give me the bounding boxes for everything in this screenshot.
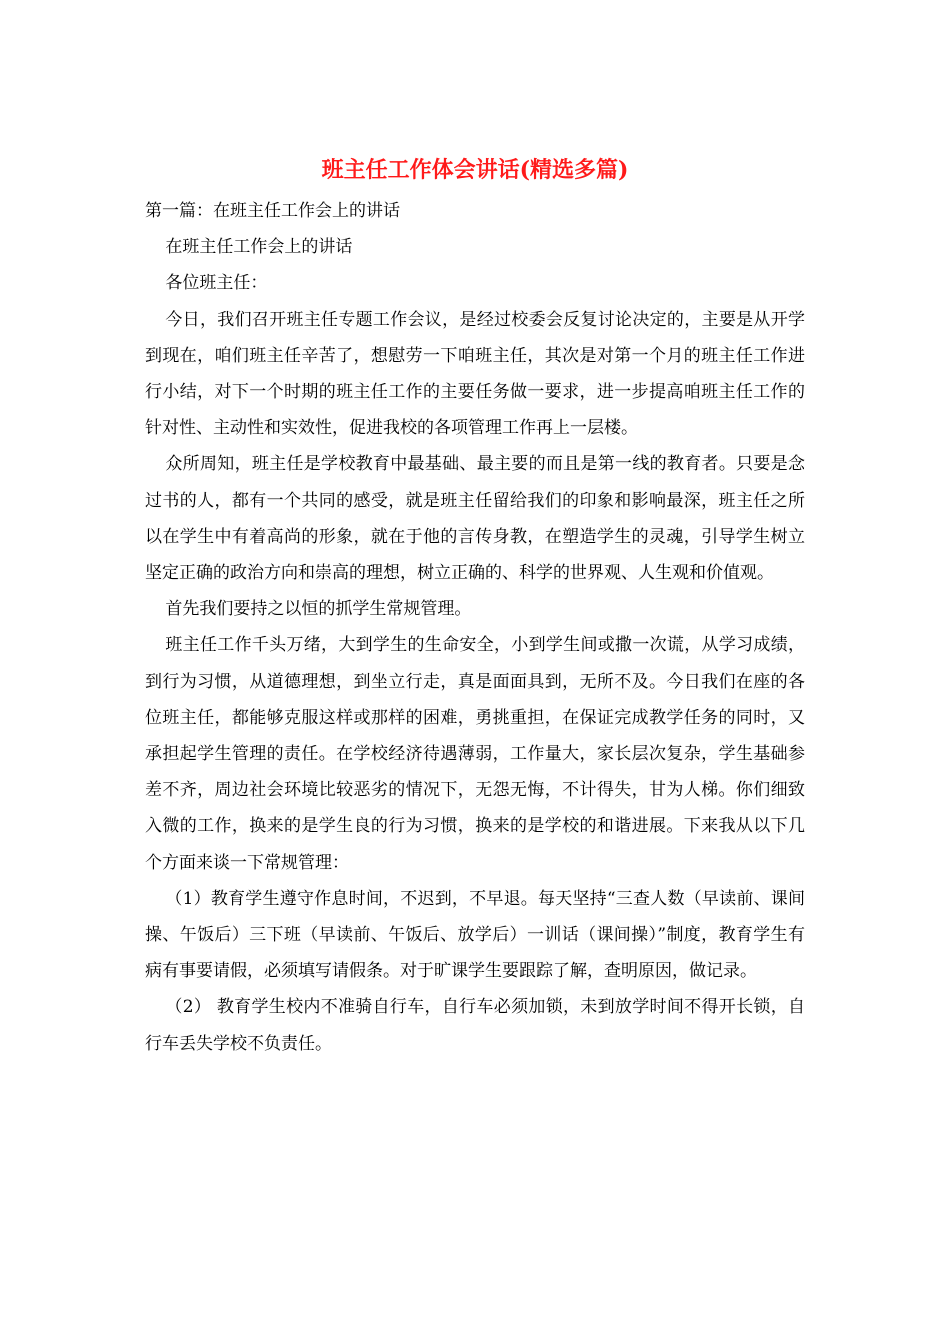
document-body: [145, 193, 805, 1062]
body-paragraph: 众所周知，班主任是学校教育中最基础、最主要的而且是第一线的教育者。只要是念过书的人，都有一个共同的感受，就是班主任留给我们的印象和影响最深，班主任之所以在学生中有着高尚的形象，就在于他的言传身教，在塑造学生的灵魂，引导学生树立坚定正确的政治方向和崇高的理想，树立正确的、科学的世界观、人生观和价值观。: [145, 454, 805, 584]
list-item: （2） 教育学生校内不准骑自行车，自行车必须加锁，未到放学时间不得开长锁，自行车丢失学校不负责任。: [145, 997, 805, 1054]
speech-title: 在班主任工作会上的讲话: [165, 237, 353, 258]
salutation: 各位班主任：: [165, 273, 268, 294]
document-title: 班主任工作体会讲话(精选多篇): [321, 157, 629, 183]
chapter-heading: 第一篇：在班主任工作会上的讲话: [145, 201, 400, 221]
body-paragraph: 今日，我们召开班主任专题工作会议，是经过校委会反复讨论决定的，主要是从开学到现在，咱们班主任辛苦了，想慰劳一下咱班主任，其次是对第一个月的班主任工作进行小结，对下一个时期的班主任工作的主要任务做一要求，进一步提高咱班主任工作的针对性、主动性和实效性，促进我校的各项管理工作再上一层楼。: [145, 309, 805, 439]
section-heading: 首先我们要持之以恒的抓学生常规管理。: [165, 599, 472, 620]
list-item: （1）教育学生遵守作息时间，不迟到，不早退。每天坚持“三查人数（早读前、课间操、午饭后）三下班（早读前、午饭后、放学后）一训话（课间操）”制度，教育学生有病有事要请假，必须填写请假条。对于旷课学生要跟踪了解，查明原因，做记录。: [145, 888, 805, 982]
body-paragraph: 班主任工作千头万绪，大到学生的生命安全，小到学生间或撒一次谎，从学习成绩，到行为习惯，从道德理想，到坐立行走，真是面面具到，无所不及。今日我们在座的各位班主任，都能够克服这样或那样的困难，勇挑重担，在保证完成教学任务的同时，又承担起学生管理的责任。在学校经济待遇薄弱，工作量大，家长层次复杂，学生基础参差不齐，周边社会环境比较恶劣的情况下，无怨无悔，不计得失，甘为人梯。你们细致入微的工作，换来的是学生良的行为习惯，换来的是学校的和谐进展。下来我从以下几个方面来谈一下常规管理：: [145, 635, 805, 873]
